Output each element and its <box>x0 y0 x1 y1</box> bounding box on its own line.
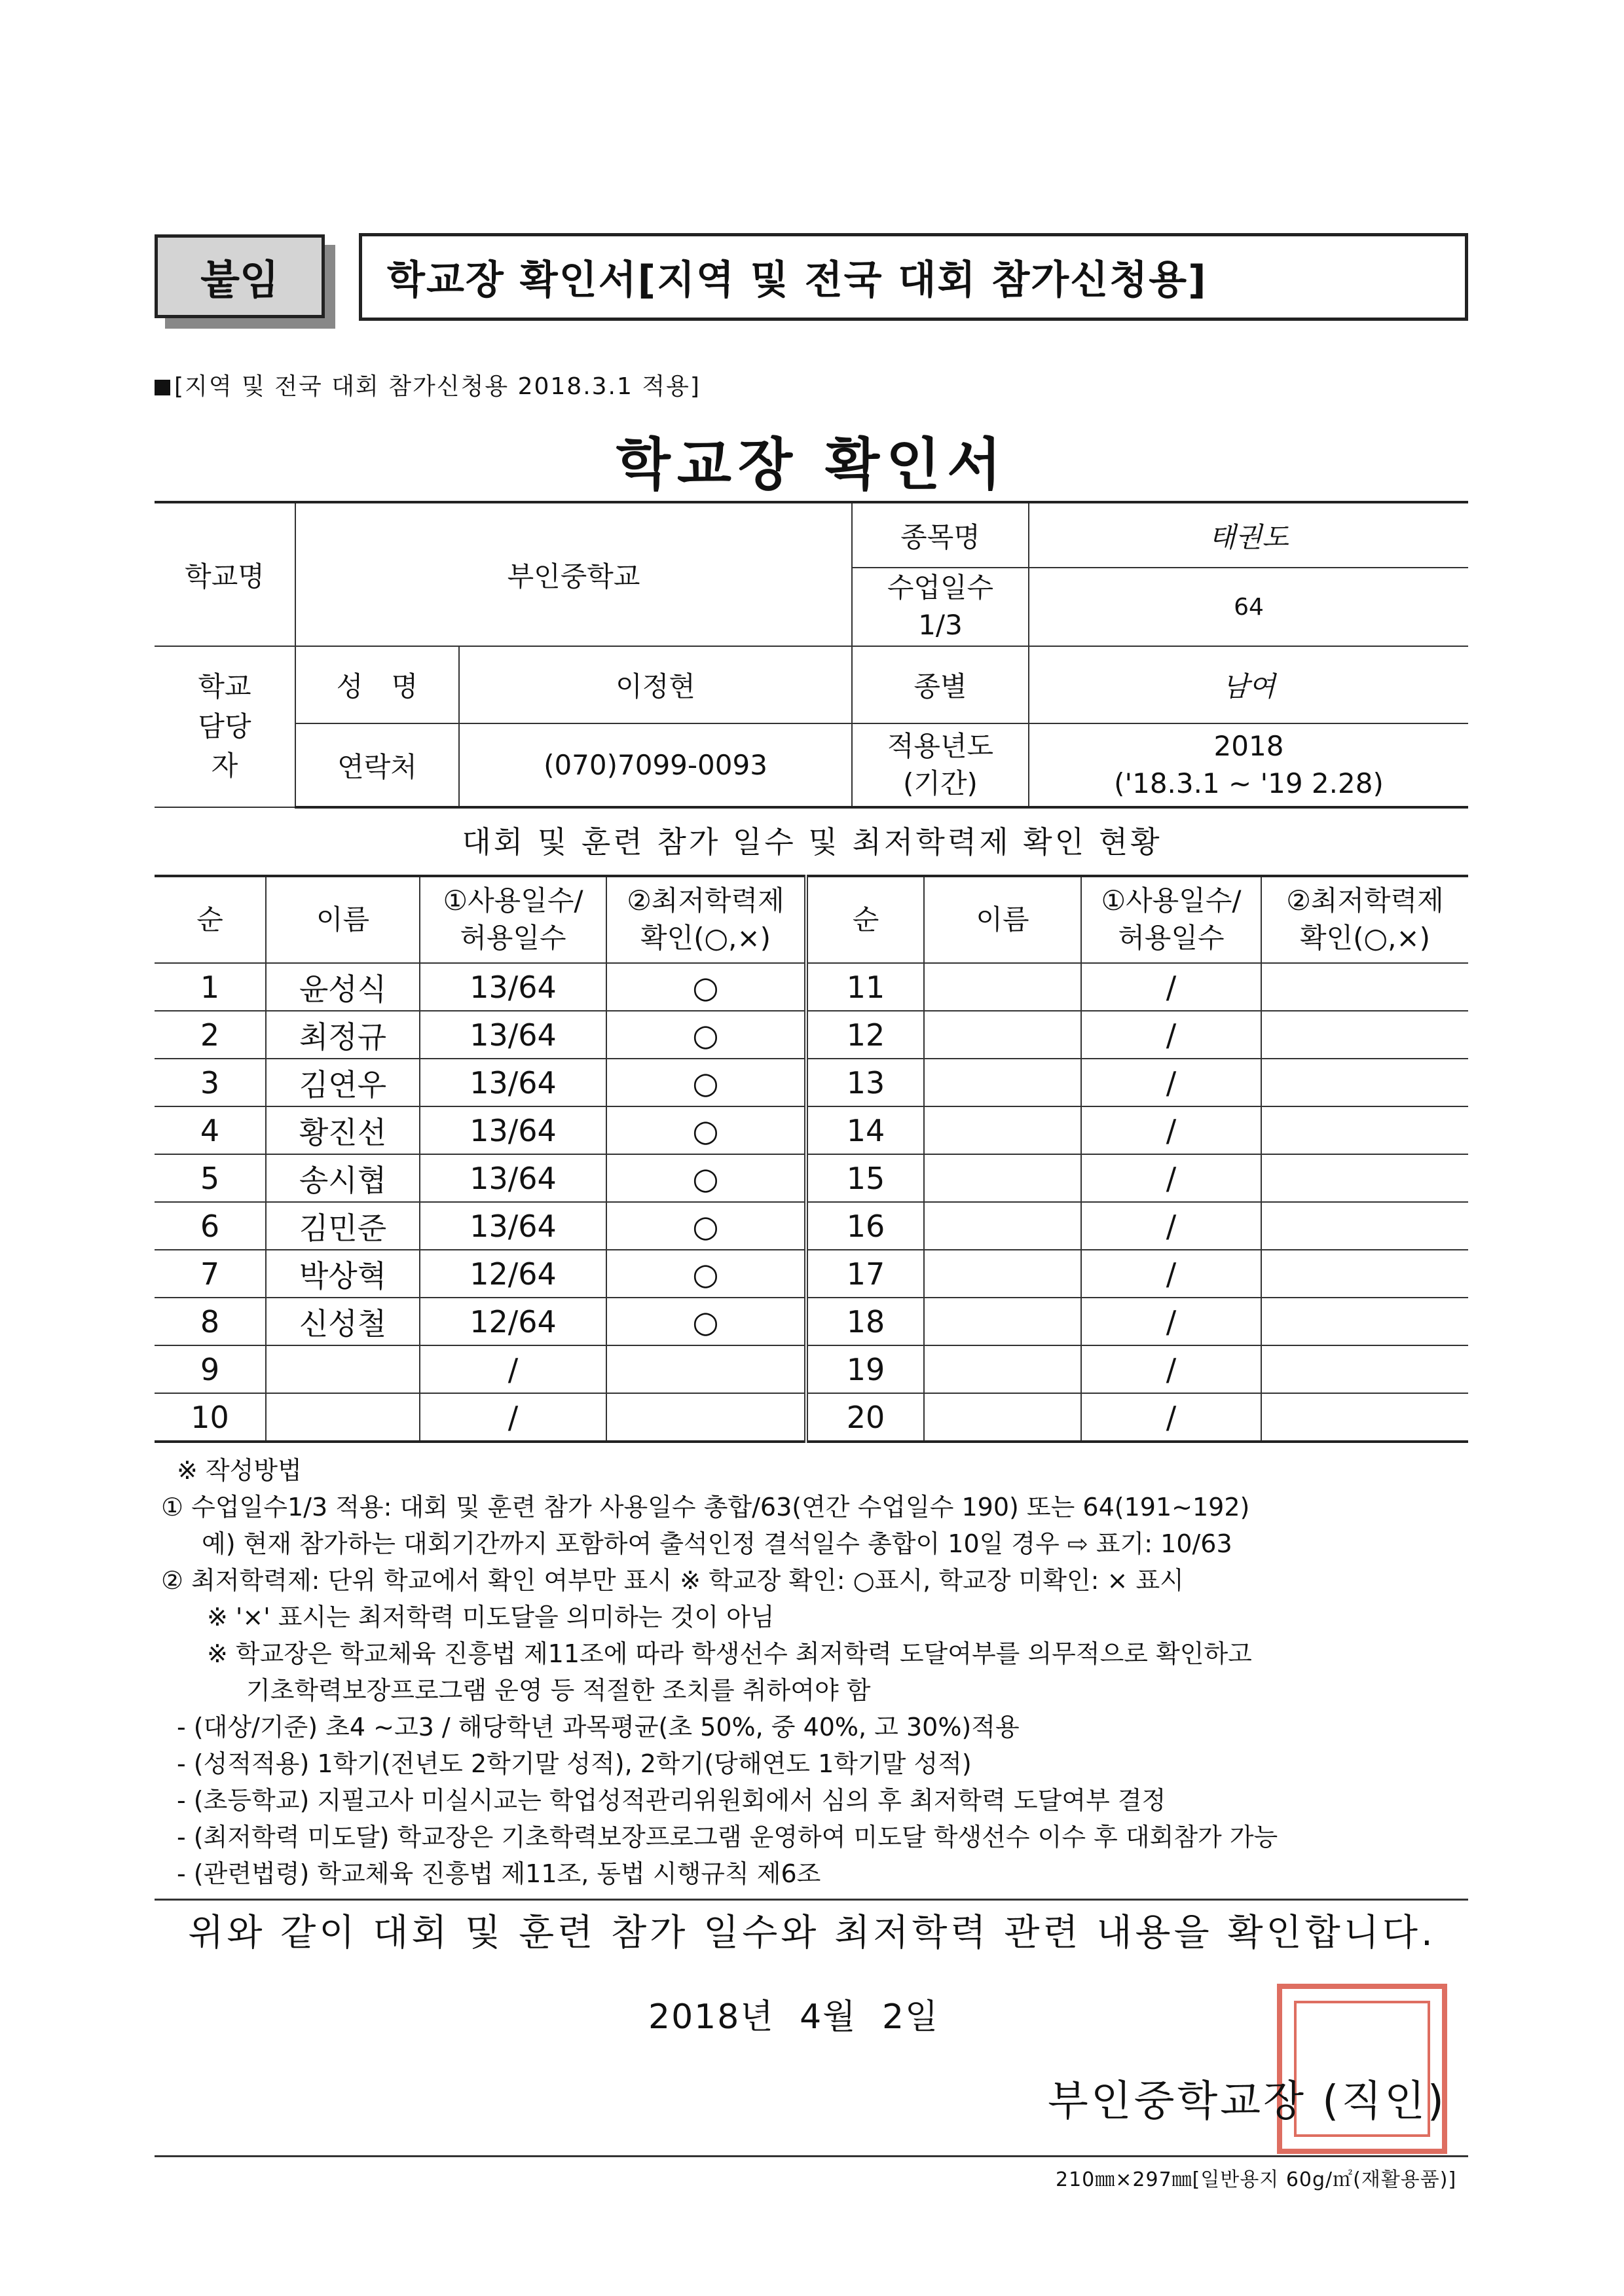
note-line: - (성적적용) 1학기(전년도 2학기말 성적), 2학기(당해연도 1학기말 성적) <box>177 1749 972 1778</box>
divider <box>155 1899 1468 1901</box>
school-label: 학교명 <box>155 502 295 646</box>
row-name-2 <box>924 1202 1081 1250</box>
note-line: 기초학력보장프로그램 운영 등 적절한 조치를 취하여야 함 <box>246 1676 871 1705</box>
paper-spec: 210㎜×297㎜[일반용지 60g/㎡(재활용품)] <box>1056 2168 1457 2191</box>
row-no: 10 <box>155 1393 266 1442</box>
row-no-2: 14 <box>806 1106 924 1154</box>
row-no: 4 <box>155 1106 266 1154</box>
row-name: 신성철 <box>266 1298 420 1345</box>
header-name: 이름 <box>266 876 420 963</box>
header-name-2: 이름 <box>924 876 1081 963</box>
row-days: 13/64 <box>420 1202 606 1250</box>
status-title: 대회 및 훈련 참가 일수 및 최저학력제 확인 현황 <box>462 824 1162 860</box>
row-days-2: / <box>1081 1345 1261 1393</box>
row-check: ○ <box>606 1059 806 1106</box>
form-note-text: [지역 및 전국 대회 참가신청용 2018.3.1 적용] <box>174 373 701 400</box>
row-no: 7 <box>155 1250 266 1298</box>
row-name: 윤성식 <box>266 963 420 1011</box>
event-value: 태권도 <box>1029 502 1468 568</box>
row-name: 황진선 <box>266 1106 420 1154</box>
header-days-2 <box>1081 876 1261 963</box>
name-label: 성 명 <box>295 646 459 723</box>
row-no: 1 <box>155 963 266 1011</box>
header-check-2 <box>1261 876 1468 963</box>
row-days: 13/64 <box>420 1059 606 1106</box>
principal-signature: 부인중학교장 (직인) <box>1048 2077 1447 2126</box>
note-line: - (초등학교) 지필고사 미실시교는 학업성적관리위원회에서 심의 후 최저학력 도달여부 결정 <box>177 1786 1166 1815</box>
table-row <box>155 1298 1468 1345</box>
row-no-2: 18 <box>806 1298 924 1345</box>
square-bullet-icon <box>155 380 170 395</box>
contact-value: (070)7099-0093 <box>459 723 852 807</box>
row-check <box>606 1393 806 1442</box>
note-line: ※ 작성방법 <box>177 1456 302 1485</box>
row-no: 9 <box>155 1345 266 1393</box>
row-check-2 <box>1261 1393 1468 1442</box>
row-check: ○ <box>606 1106 806 1154</box>
table-row <box>155 1202 1468 1250</box>
confirmation-text: 위와 같이 대회 및 훈련 참가 일수와 최저학력 관련 내용을 확인합니다. <box>188 1912 1436 1954</box>
row-days: 13/64 <box>420 1106 606 1154</box>
row-check-2 <box>1261 1250 1468 1298</box>
row-days: 12/64 <box>420 1298 606 1345</box>
row-check-2 <box>1261 1298 1468 1345</box>
row-no-2: 12 <box>806 1011 924 1059</box>
header-days <box>420 876 606 963</box>
document-title: 학교장 확인서 <box>616 432 1008 498</box>
row-no-2: 13 <box>806 1059 924 1106</box>
row-no: 2 <box>155 1011 266 1059</box>
row-check-2 <box>1261 1154 1468 1202</box>
row-name-2 <box>924 1345 1081 1393</box>
issue-date: 2018년 4월 2일 <box>648 1997 940 2037</box>
note-line: ※ '×' 표시는 최저학력 미도달을 의미하는 것이 아님 <box>207 1603 775 1631</box>
row-days-2: / <box>1081 1059 1261 1106</box>
row-name-2 <box>924 1393 1081 1442</box>
row-name-2 <box>924 1106 1081 1154</box>
row-name-2 <box>924 1250 1081 1298</box>
header-title: 학교장 확인서[지역 및 전국 대회 참가신청용] <box>359 233 1468 321</box>
row-name: 박상혁 <box>266 1250 420 1298</box>
event-label: 종목명 <box>852 502 1029 568</box>
days-value: 64 <box>1029 568 1468 646</box>
row-days-2: / <box>1081 1011 1261 1059</box>
note-line: - (최저학력 미도달) 학교장은 기초학력보장프로그램 운영하여 미도달 학생선수 이수 후 대회참가 가능 <box>177 1823 1278 1851</box>
table-row <box>155 1393 1468 1442</box>
table-row <box>155 1154 1468 1202</box>
row-name <box>266 1393 420 1442</box>
table-row <box>155 1059 1468 1106</box>
row-no-2: 17 <box>806 1250 924 1298</box>
row-check-2 <box>1261 1059 1468 1106</box>
header-no: 순 <box>155 876 266 963</box>
row-days: 13/64 <box>420 1011 606 1059</box>
row-no: 3 <box>155 1059 266 1106</box>
gender-value: 남여 <box>1029 646 1468 723</box>
footer-divider <box>155 2155 1468 2157</box>
row-check-2 <box>1261 963 1468 1011</box>
row-days-2: / <box>1081 1202 1261 1250</box>
header-no-2: 순 <box>806 876 924 963</box>
row-check: ○ <box>606 1202 806 1250</box>
row-no-2: 15 <box>806 1154 924 1202</box>
form-note <box>155 368 701 401</box>
row-name: 최정규 <box>266 1011 420 1059</box>
row-check-2 <box>1261 1202 1468 1250</box>
header-days-2-line2: 허용일수 <box>1118 922 1225 954</box>
gender-label: 종별 <box>852 646 1029 723</box>
note-line: - (관련법령) 학교체육 진흥법 제11조, 동법 시행규칙 제6조 <box>177 1859 821 1888</box>
row-check: ○ <box>606 1154 806 1202</box>
school-name: 부인중학교 <box>295 502 852 646</box>
header-check-line1: ②최저학력제 <box>627 884 784 917</box>
year-period: ('18.3.1 ~ '19 2.28) <box>1114 767 1384 799</box>
row-days-2: / <box>1081 1298 1261 1345</box>
row-name: 송시협 <box>266 1154 420 1202</box>
note-line: 예) 현재 참가하는 대회기간까지 포함하여 출석인정 결석일수 총합이 10일 경우 ⇨ 표기: 10/63 <box>202 1529 1232 1558</box>
row-name-2 <box>924 1059 1081 1106</box>
row-days: / <box>420 1393 606 1442</box>
header-check-2-line2: 확인(○,×) <box>1299 922 1431 954</box>
row-no-2: 20 <box>806 1393 924 1442</box>
table-header-row <box>155 876 1468 963</box>
row-check-2 <box>1261 1345 1468 1393</box>
row-no-2: 16 <box>806 1202 924 1250</box>
row-check: ○ <box>606 1011 806 1059</box>
row-no: 8 <box>155 1298 266 1345</box>
participation-table <box>155 875 1468 1443</box>
table-row <box>155 1011 1468 1059</box>
row-check: ○ <box>606 963 806 1011</box>
row-days-2: / <box>1081 1250 1261 1298</box>
row-name-2 <box>924 1154 1081 1202</box>
row-check: ○ <box>606 1250 806 1298</box>
row-name <box>266 1345 420 1393</box>
row-no: 5 <box>155 1154 266 1202</box>
attachment-badge: 붙임 <box>155 234 325 318</box>
row-no-2: 11 <box>806 963 924 1011</box>
header-check-2-line1: ②최저학력제 <box>1286 884 1444 917</box>
header-days-line1: ①사용일수/ <box>443 884 583 917</box>
writing-instructions <box>155 1452 1477 1901</box>
row-days-2: / <box>1081 1106 1261 1154</box>
row-name: 김민준 <box>266 1202 420 1250</box>
row-name-2 <box>924 963 1081 1011</box>
note-line: ※ 학교장은 학교체육 진흥법 제11조에 따라 학생선수 최저학력 도달여부를 의무적으로 확인하고 <box>207 1639 1252 1668</box>
row-check <box>606 1345 806 1393</box>
header-days-2-line1: ①사용일수/ <box>1101 884 1242 917</box>
note-line: ① 수업일수1/3 적용: 대회 및 훈련 참가 사용일수 총합/63(연간 수업일수 190) 또는 64(191~192) <box>161 1493 1250 1522</box>
year-value: 2018 <box>1213 729 1284 762</box>
row-no-2: 19 <box>806 1345 924 1393</box>
note-line: - (대상/기준) 초4 ~고3 / 해당학년 과목평균(초 50%, 중 40%, 고 30%)적용 <box>177 1713 1020 1741</box>
row-days-2: / <box>1081 1154 1261 1202</box>
row-no: 6 <box>155 1202 266 1250</box>
table-row <box>155 963 1468 1011</box>
table-row <box>155 1106 1468 1154</box>
manager-label: 학교 담당자 <box>155 646 295 807</box>
row-check-2 <box>1261 1106 1468 1154</box>
row-days-2: / <box>1081 963 1261 1011</box>
name-value: 이정현 <box>459 646 852 723</box>
table-row <box>155 1250 1468 1298</box>
table-row <box>155 1345 1468 1393</box>
row-days: 13/64 <box>420 1154 606 1202</box>
contact-label: 연락처 <box>295 723 459 807</box>
row-name: 김연우 <box>266 1059 420 1106</box>
row-name-2 <box>924 1298 1081 1345</box>
row-check-2 <box>1261 1011 1468 1059</box>
school-info-table <box>155 501 1468 809</box>
days-label: 수업일수 1/3 <box>852 568 1029 646</box>
row-days: 12/64 <box>420 1250 606 1298</box>
row-days: / <box>420 1345 606 1393</box>
row-name-2 <box>924 1011 1081 1059</box>
year-label: 적용년도 (기간) <box>852 723 1029 807</box>
header-check <box>606 876 806 963</box>
note-line: ② 최저학력제: 단위 학교에서 확인 여부만 표시 ※ 학교장 확인: ○표시, 학교장 미확인: × 표시 <box>161 1566 1184 1595</box>
year-cell <box>1029 723 1468 807</box>
row-check: ○ <box>606 1298 806 1345</box>
row-days-2: / <box>1081 1393 1261 1442</box>
header-check-line2: 확인(○,×) <box>640 922 771 954</box>
header-days-line2: 허용일수 <box>460 922 566 954</box>
row-days: 13/64 <box>420 963 606 1011</box>
